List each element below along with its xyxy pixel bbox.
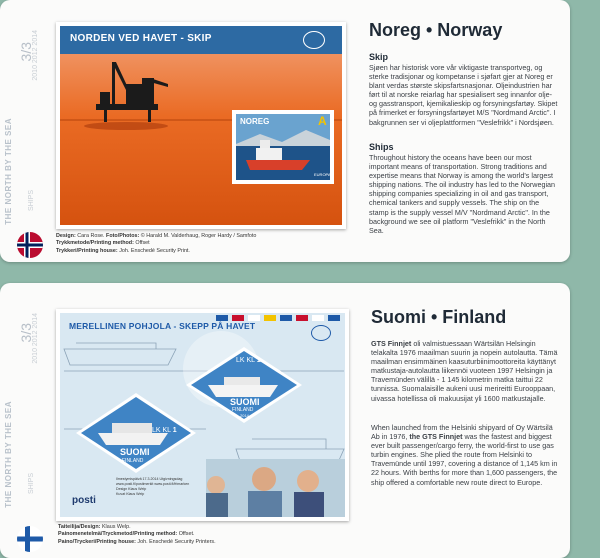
sheet-small-text: Ilmestymispäivä 17.3.2014 Utgivningsdag www.posti.fi/postimerkit www.posti.fi/frimarken Design Klaus Welp Kuvat Klaus Welp: [116, 477, 190, 496]
nordic-swan-icon: [303, 31, 325, 49]
stamp2-value: LK KL 1: [152, 427, 177, 434]
country-title: Noreg • Norway: [369, 20, 503, 40]
finland-sheet-artwork: [56, 309, 349, 521]
stamp-europa: EUROPA: [314, 172, 331, 177]
stamp1-country: SUOMI: [230, 397, 260, 407]
sheet-banner: MERELLINEN POHJOLA - SKEPP PÅ HAVET: [69, 321, 256, 331]
passengers-photo: [206, 459, 345, 517]
issue-number: 3/3: [18, 42, 34, 62]
series-sub: SHIPS: [28, 190, 35, 212]
text-english: Throughout history the oceans have been our most important means of transportation. Strong traditions and expertise means that Norway is among the world's largest shipping nations. The oil industry has led to the Norwegian shipping companies specializing in oil and gas transport, chemical tankers and supply vessels. The ship on the stamp is the supply vessel M/V "Nordmand Arctic". In the background we see oil platform "Veslefrikk" in the North Sea.: [369, 153, 556, 235]
text-local: GTS Finnjet oli valmistuessaan Wärtsilän Helsingin telakalta 1976 maailman suurin ja nopein autolautta. Tämä maailman ensimmäinen kaasuturbiinimoottoreita käyttänyt matkustaja-autolautta liikennöi vuoteen 1997 Helsingin ja Travemünden välillä - 1 145 kilometrin matka taittui 22 tunnissa. Suomalaisille aukeni uusi merireitti Eurooppaan, uivassa hotellissa oli makuusijat yli 1600 matkustajalle.: [371, 339, 558, 403]
finland-sidebar: [4, 283, 44, 558]
text-english: When launched from the Helsinki shipyard of Oy Wärtsilä Ab in 1976, the GTS Finnjet was the fastest and biggest ever built passenger/cargo ferry, the world-first to use gas turbin engines. She plied the route from Helsinki to Travemünde until 1997, covering a distance of 1,145 km in 22 hours. With berths for more than 1,600 passengers, the ship offered a comfortable new route direct to Europe.: [371, 423, 558, 487]
heading-english: Ships: [369, 142, 394, 152]
stamp-country: NOREG: [240, 117, 270, 126]
stamp1-country2: FINLAND: [232, 407, 254, 413]
series-label: THE NORTH BY THE SEA: [4, 118, 13, 225]
norway-flag-icon: [17, 232, 43, 258]
finland-flag-icon: [17, 526, 43, 552]
country-title: Suomi • Finland: [371, 307, 507, 327]
issue-years: 2010 2012 2014: [32, 313, 39, 364]
finland-card: [0, 283, 570, 558]
norway-souvenir-sheet: [56, 22, 346, 229]
norway-sidebar: [4, 0, 44, 262]
stamp1-value: LK KL 1: [236, 357, 261, 364]
norway-card: [0, 0, 570, 262]
norway-credits: Design: Cara Rose. Foto/Photos: © Harald M. Valderhaug, Roger Hardy / Samfoto Trykkmetode/Printing method: Offset Trykkeri/Printing house: Joh. Enschedé Security Print.: [56, 233, 257, 254]
issue-years: 2010 2012 2014: [32, 30, 39, 81]
sheet-banner: NORDEN VED HAVET - SKIP: [70, 33, 212, 44]
norway-sheet-artwork: [56, 22, 346, 229]
stamp-value: A: [318, 114, 327, 128]
finland-credits: Taiteilija/Design: Klaus Welp. Painomenetelmä/Tryckmetod/Printing method: Offset. Paino/Tryckeri/Printing house: Joh. Enschedé Security Printers.: [58, 524, 216, 545]
stamp2-country2: FINLAND: [122, 458, 144, 464]
series-label: THE NORTH BY THE SEA: [4, 401, 13, 508]
nordic-swan-icon: [311, 325, 331, 341]
stamp1-year: 2014: [240, 413, 249, 418]
stamp2-country: SUOMI: [120, 447, 150, 457]
text-local: Sjøen har historisk vore vår viktigaste transportveg, og sterke tradisjonar og kompetanse i sjøfart gjer at Noreg er blant verdas største skipsfartsnasjonar. Oljeindustrien har ført til at norske reiarlag har spesialisert seg innanfor olje- og gasstransport, kjemikalieskip og forsyningsfartøy. Skipet på frimerket er forsyningsfartøyet M/S "Nordmand Arctic". I bakgrunnen ser vi oljeplattformen "Veslefrikk" i Nordsjøen.: [369, 63, 558, 127]
heading-local: Skip: [369, 52, 389, 62]
issue-number: 3/3: [18, 323, 34, 343]
posti-logo: posti: [72, 495, 96, 506]
series-sub: SHIPS: [28, 473, 35, 495]
finland-souvenir-sheet: [56, 309, 349, 521]
